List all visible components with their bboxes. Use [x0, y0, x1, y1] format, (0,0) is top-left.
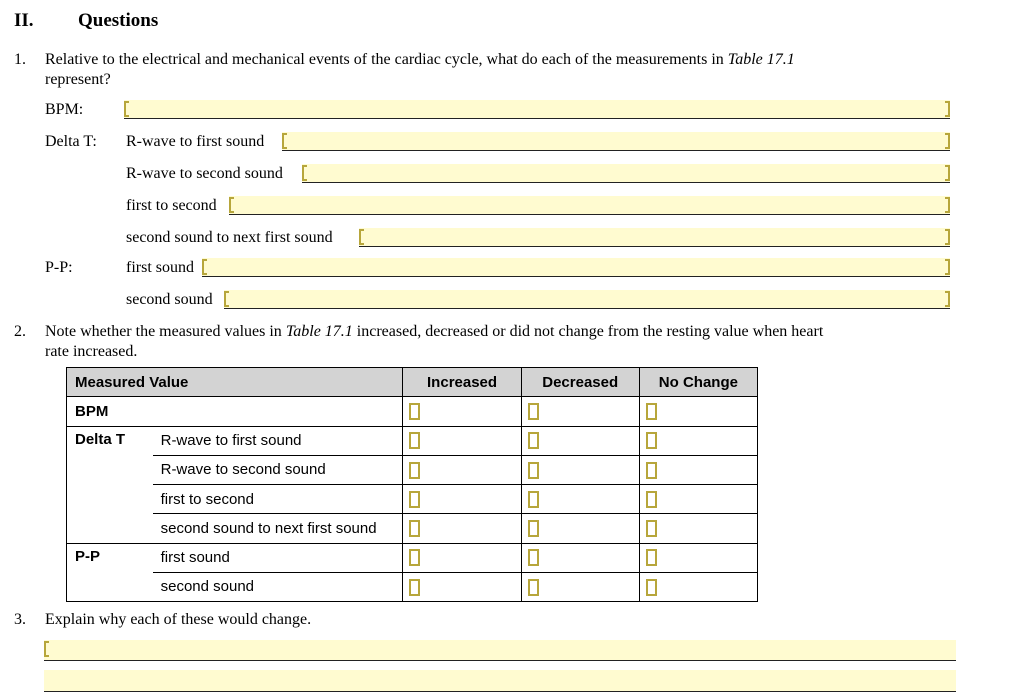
header-measured-value: Measured Value: [67, 368, 403, 397]
delta-item-label: R-wave to first sound: [126, 133, 265, 150]
q2-text-part2: increased, decreased or did not change from the resting value when heart: [352, 323, 824, 340]
q1-table-ref: Table 17.1: [727, 51, 795, 68]
row-label: R-wave to first sound: [153, 426, 403, 455]
bpm-increased-checkbox[interactable]: [409, 403, 420, 420]
q1-text: [45, 51, 795, 69]
section-title: Questions: [78, 10, 159, 31]
delta-item-label: second sound to next first sound: [126, 229, 333, 246]
delta4-increased-checkbox[interactable]: [409, 520, 420, 537]
row-label: R-wave to second sound: [153, 455, 403, 484]
delta1-no-change-checkbox[interactable]: [646, 432, 657, 449]
row-label: second sound to next first sound: [153, 514, 403, 543]
table-row: [67, 485, 758, 514]
section-numeral: II.: [14, 10, 34, 31]
pp-item-label: first sound: [126, 259, 194, 276]
pp-first-sound-field[interactable]: [202, 258, 950, 277]
group-delta-t: Delta T: [67, 426, 153, 543]
row-label: second sound: [153, 572, 403, 601]
second-to-next-first-field[interactable]: [359, 228, 950, 247]
table-row: [67, 543, 758, 572]
pp1-no-change-checkbox[interactable]: [646, 549, 657, 566]
measured-values-table: [66, 367, 758, 602]
delta3-no-change-checkbox[interactable]: [646, 491, 657, 508]
delta4-decreased-checkbox[interactable]: [528, 520, 539, 537]
r-wave-first-sound-field[interactable]: [282, 132, 950, 151]
q3-text: Explain why each of these would change.: [45, 611, 312, 628]
delta4-no-change-checkbox[interactable]: [646, 520, 657, 537]
table-row: [67, 514, 758, 543]
group-p-p: P-P: [67, 543, 153, 602]
r-wave-second-sound-field[interactable]: [302, 164, 950, 183]
bpm-decreased-checkbox[interactable]: [528, 403, 539, 420]
q3-answer-field[interactable]: [44, 640, 956, 661]
delta-t-label: Delta T:: [45, 133, 97, 150]
header-increased: Increased: [403, 368, 521, 397]
pp2-increased-checkbox[interactable]: [409, 579, 420, 596]
table-row: [67, 455, 758, 484]
pp1-increased-checkbox[interactable]: [409, 549, 420, 566]
pp2-no-change-checkbox[interactable]: [646, 579, 657, 596]
q2-text: [45, 323, 823, 341]
first-to-second-field[interactable]: [229, 196, 950, 215]
q1-number: 1.: [14, 51, 26, 68]
bpm-label: BPM:: [45, 101, 84, 118]
table-row: [67, 572, 758, 601]
q2-number: 2.: [14, 323, 26, 340]
pp2-decreased-checkbox[interactable]: [528, 579, 539, 596]
table-row: [67, 426, 758, 455]
q3-answer-field-line2[interactable]: [44, 670, 956, 692]
row-label: first to second: [153, 485, 403, 514]
table-header-row: [67, 368, 758, 397]
pp-second-sound-field[interactable]: [224, 290, 950, 309]
group-bpm: BPM: [67, 397, 403, 426]
header-no-change: No Change: [639, 368, 757, 397]
q2-text-line2: rate increased.: [45, 343, 138, 360]
table-row: [67, 397, 758, 426]
delta2-no-change-checkbox[interactable]: [646, 462, 657, 479]
delta-item-label: R-wave to second sound: [126, 165, 283, 182]
delta2-decreased-checkbox[interactable]: [528, 462, 539, 479]
delta3-decreased-checkbox[interactable]: [528, 491, 539, 508]
bpm-answer-field[interactable]: [124, 100, 950, 119]
q2-text-part1: Note whether the measured values in: [45, 323, 286, 340]
pp1-decreased-checkbox[interactable]: [528, 549, 539, 566]
q1-text-line2: represent?: [45, 71, 111, 88]
delta-item-label: first to second: [126, 197, 217, 214]
bpm-no-change-checkbox[interactable]: [646, 403, 657, 420]
q3-number: 3.: [14, 611, 26, 628]
delta3-increased-checkbox[interactable]: [409, 491, 420, 508]
pp-item-label: second sound: [126, 291, 213, 308]
header-decreased: Decreased: [521, 368, 639, 397]
q2-table-ref: Table 17.1: [285, 323, 353, 340]
delta1-increased-checkbox[interactable]: [409, 432, 420, 449]
delta1-decreased-checkbox[interactable]: [528, 432, 539, 449]
pp-label: P-P:: [45, 259, 73, 276]
row-label: first sound: [153, 543, 403, 572]
delta2-increased-checkbox[interactable]: [409, 462, 420, 479]
q1-text-part1: Relative to the electrical and mechanical events of the cardiac cycle, what do each of the measurements in: [45, 51, 728, 68]
